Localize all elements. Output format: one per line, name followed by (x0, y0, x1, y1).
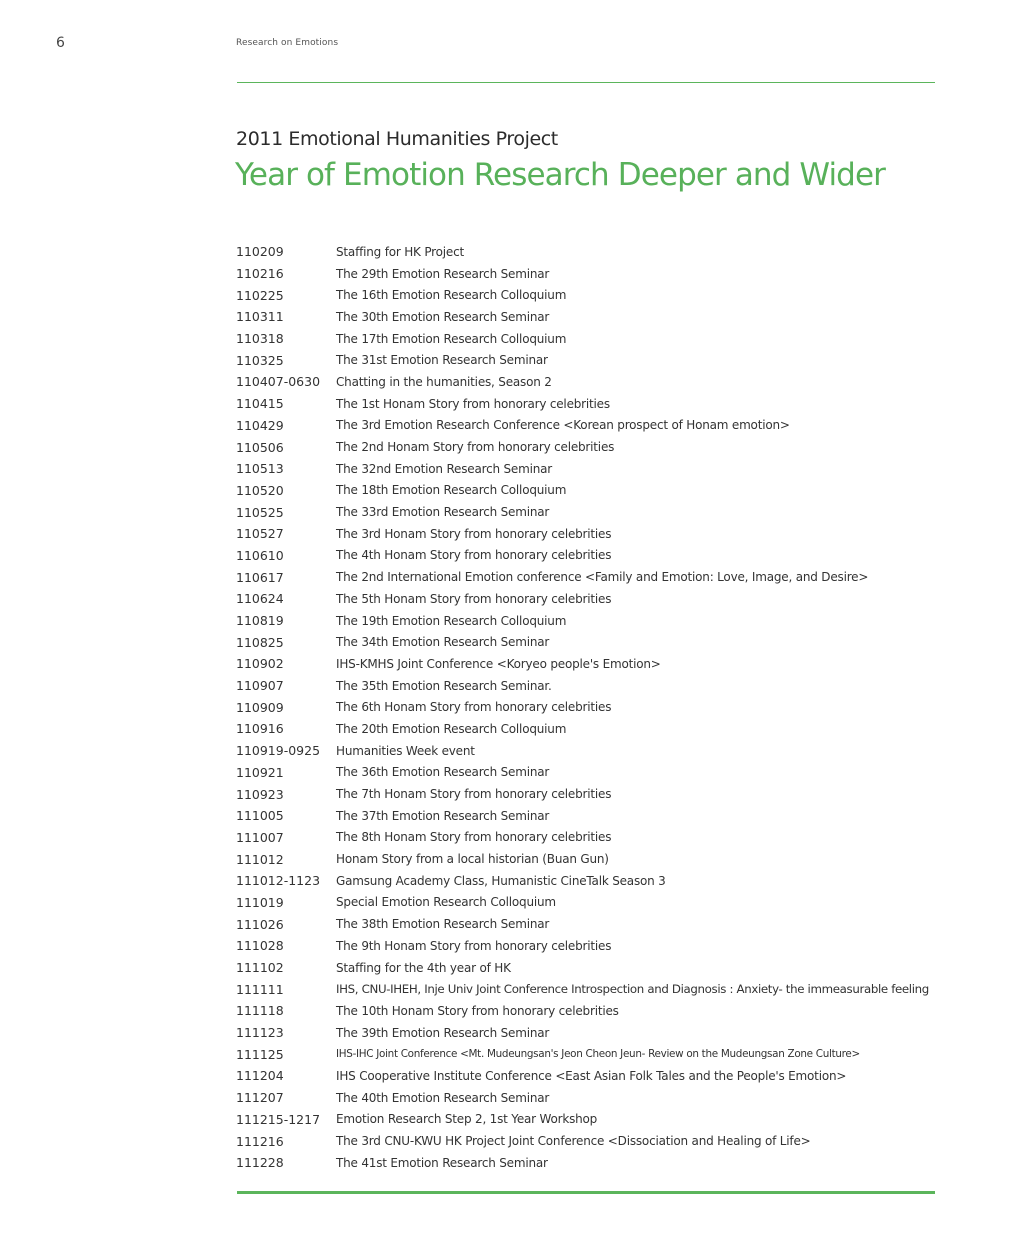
event-description: The 33rd Emotion Research Seminar (336, 505, 550, 520)
event-row (236, 978, 936, 1000)
top-divider (237, 82, 935, 83)
event-date: 110525 (236, 504, 284, 520)
event-date: 111028 (236, 938, 284, 954)
event-row (236, 545, 936, 567)
event-row (236, 1109, 936, 1131)
event-row (236, 740, 936, 762)
event-description: Chatting in the humanities, Season 2 (336, 374, 552, 389)
event-date: 110216 (236, 266, 284, 282)
event-row (236, 848, 936, 870)
bottom-divider (237, 1191, 935, 1194)
event-date: 111012-1123 (236, 873, 321, 889)
event-date: 111216 (236, 1133, 284, 1149)
event-description: The 31st Emotion Research Seminar (336, 353, 548, 368)
event-date: 111102 (236, 960, 284, 976)
event-description: IHS-KMHS Joint Conference <Koryeo people's Emotion> (336, 656, 661, 671)
event-date: 111111 (236, 981, 284, 997)
event-row (236, 1065, 936, 1087)
event-row (236, 892, 936, 914)
event-date: 110225 (236, 287, 284, 303)
event-date: 110907 (236, 678, 284, 694)
event-row (236, 436, 936, 458)
event-description: IHS, CNU-IHEH, Inje Univ Joint Conference Introspection and Diagnosis : Anxiety- the immeasurable feeling (336, 982, 929, 997)
event-row (236, 415, 936, 437)
event-description: The 16th Emotion Research Colloquium (336, 288, 567, 303)
event-date: 110527 (236, 526, 284, 542)
event-date: 110819 (236, 613, 284, 629)
event-date: 111007 (236, 829, 284, 845)
event-row (236, 675, 936, 697)
event-row (236, 393, 936, 415)
event-row (236, 1152, 936, 1174)
event-date: 110513 (236, 461, 284, 477)
event-date: 110520 (236, 482, 284, 498)
event-description: The 4th Honam Story from honorary celebrities (336, 548, 612, 563)
event-description: The 19th Emotion Research Colloquium (336, 613, 567, 628)
event-description: Emotion Research Step 2, 1st Year Workshop (336, 1112, 598, 1127)
event-description: The 3rd Honam Story from honorary celebrities (336, 526, 612, 541)
event-row (236, 480, 936, 502)
event-date: 111204 (236, 1068, 284, 1084)
event-row (236, 523, 936, 545)
event-date: 111118 (236, 1003, 284, 1019)
event-description: The 3rd CNU-KWU HK Project Joint Conference <Dissociation and Healing of Life> (336, 1134, 811, 1149)
event-row (236, 241, 936, 263)
running-header: Research on Emotions (236, 38, 339, 48)
event-date: 110610 (236, 547, 284, 563)
event-date: 110209 (236, 244, 284, 260)
event-row (236, 349, 936, 371)
event-row (236, 1000, 936, 1022)
event-description: IHS-IHC Joint Conference <Mt. Mudeungsan's Jeon Cheon Jeun- Review on the Mudeungsan Zone Culture> (336, 1048, 860, 1061)
event-date: 110617 (236, 569, 284, 585)
event-description: The 2nd International Emotion conference <Family and Emotion: Love, Image, and Desire> (336, 570, 869, 585)
event-description: The 40th Emotion Research Seminar (336, 1090, 550, 1105)
event-date: 110407-0630 (236, 374, 321, 390)
event-date: 111228 (236, 1155, 284, 1171)
event-row (236, 870, 936, 892)
event-row (236, 718, 936, 740)
event-row (236, 263, 936, 285)
event-date: 110318 (236, 331, 284, 347)
page-number: 6 (56, 35, 65, 51)
event-date: 110311 (236, 309, 284, 325)
event-description: The 29th Emotion Research Seminar (336, 266, 550, 281)
event-description: The 17th Emotion Research Colloquium (336, 331, 567, 346)
event-description: Gamsung Academy Class, Humanistic CineTalk Season 3 (336, 873, 666, 888)
event-date: 111012 (236, 851, 284, 867)
event-description: The 41st Emotion Research Seminar (336, 1155, 548, 1170)
event-row (236, 631, 936, 653)
event-description: The 35th Emotion Research Seminar. (336, 678, 552, 693)
event-row (236, 653, 936, 675)
event-date: 110825 (236, 634, 284, 650)
event-description: The 1st Honam Story from honorary celebrities (336, 396, 610, 411)
event-description: The 30th Emotion Research Seminar (336, 309, 550, 324)
event-description: The 2nd Honam Story from honorary celebrities (336, 440, 615, 455)
event-row (236, 610, 936, 632)
event-date: 111019 (236, 894, 284, 910)
event-description: The 6th Honam Story from honorary celebrities (336, 700, 612, 715)
event-description: The 18th Emotion Research Colloquium (336, 483, 567, 498)
event-date: 110624 (236, 591, 284, 607)
event-date: 110325 (236, 352, 284, 368)
event-timeline (236, 241, 936, 1174)
event-date: 111125 (236, 1046, 284, 1062)
event-row (236, 371, 936, 393)
event-date: 110429 (236, 417, 284, 433)
event-description: The 34th Emotion Research Seminar (336, 635, 550, 650)
event-row (236, 1087, 936, 1109)
event-date: 111026 (236, 916, 284, 932)
event-date: 110909 (236, 699, 284, 715)
event-description: The 20th Emotion Research Colloquium (336, 721, 567, 736)
event-row (236, 957, 936, 979)
event-row (236, 827, 936, 849)
event-description: Staffing for HK Project (336, 244, 464, 259)
event-description: The 36th Emotion Research Seminar (336, 765, 550, 780)
event-description: The 8th Honam Story from honorary celebrities (336, 830, 612, 845)
event-row (236, 783, 936, 805)
event-date: 110923 (236, 786, 284, 802)
event-description: The 37th Emotion Research Seminar (336, 808, 550, 823)
event-row (236, 1043, 936, 1065)
event-date: 111123 (236, 1025, 284, 1041)
event-row (236, 762, 936, 784)
section-subtitle: 2011 Emotional Humanities Project (236, 128, 558, 150)
event-description: Special Emotion Research Colloquium (336, 895, 556, 910)
event-description: Humanities Week event (336, 743, 475, 758)
event-row (236, 588, 936, 610)
event-date: 110921 (236, 764, 284, 780)
event-date: 111207 (236, 1090, 284, 1106)
event-description: Staffing for the 4th year of HK (336, 960, 511, 975)
event-row (236, 501, 936, 523)
event-row (236, 284, 936, 306)
page-title: Year of Emotion Research Deeper and Wider (235, 157, 885, 193)
event-row (236, 1130, 936, 1152)
event-description: The 39th Emotion Research Seminar (336, 1025, 550, 1040)
event-row (236, 913, 936, 935)
event-date: 111005 (236, 808, 284, 824)
event-date: 110506 (236, 439, 284, 455)
event-description: The 32nd Emotion Research Seminar (336, 461, 553, 476)
event-row (236, 458, 936, 480)
event-date: 110902 (236, 656, 284, 672)
event-row (236, 566, 936, 588)
event-row (236, 935, 936, 957)
event-row (236, 1022, 936, 1044)
event-date: 110415 (236, 396, 284, 412)
event-description: Honam Story from a local historian (Buan Gun) (336, 852, 609, 867)
event-row (236, 805, 936, 827)
event-date: 111215-1217 (236, 1111, 321, 1127)
event-description: The 38th Emotion Research Seminar (336, 917, 550, 932)
event-row (236, 328, 936, 350)
event-date: 110916 (236, 721, 284, 737)
event-description: The 10th Honam Story from honorary celebrities (336, 1003, 619, 1018)
event-description: The 3rd Emotion Research Conference <Korean prospect of Honam emotion> (336, 418, 790, 433)
event-date: 110919-0925 (236, 743, 321, 759)
event-description: The 9th Honam Story from honorary celebrities (336, 938, 612, 953)
event-description: The 5th Honam Story from honorary celebrities (336, 591, 612, 606)
event-description: IHS Cooperative Institute Conference <East Asian Folk Tales and the People's Emotion> (336, 1068, 847, 1083)
event-row (236, 696, 936, 718)
event-description: The 7th Honam Story from honorary celebrities (336, 787, 612, 802)
event-row (236, 306, 936, 328)
